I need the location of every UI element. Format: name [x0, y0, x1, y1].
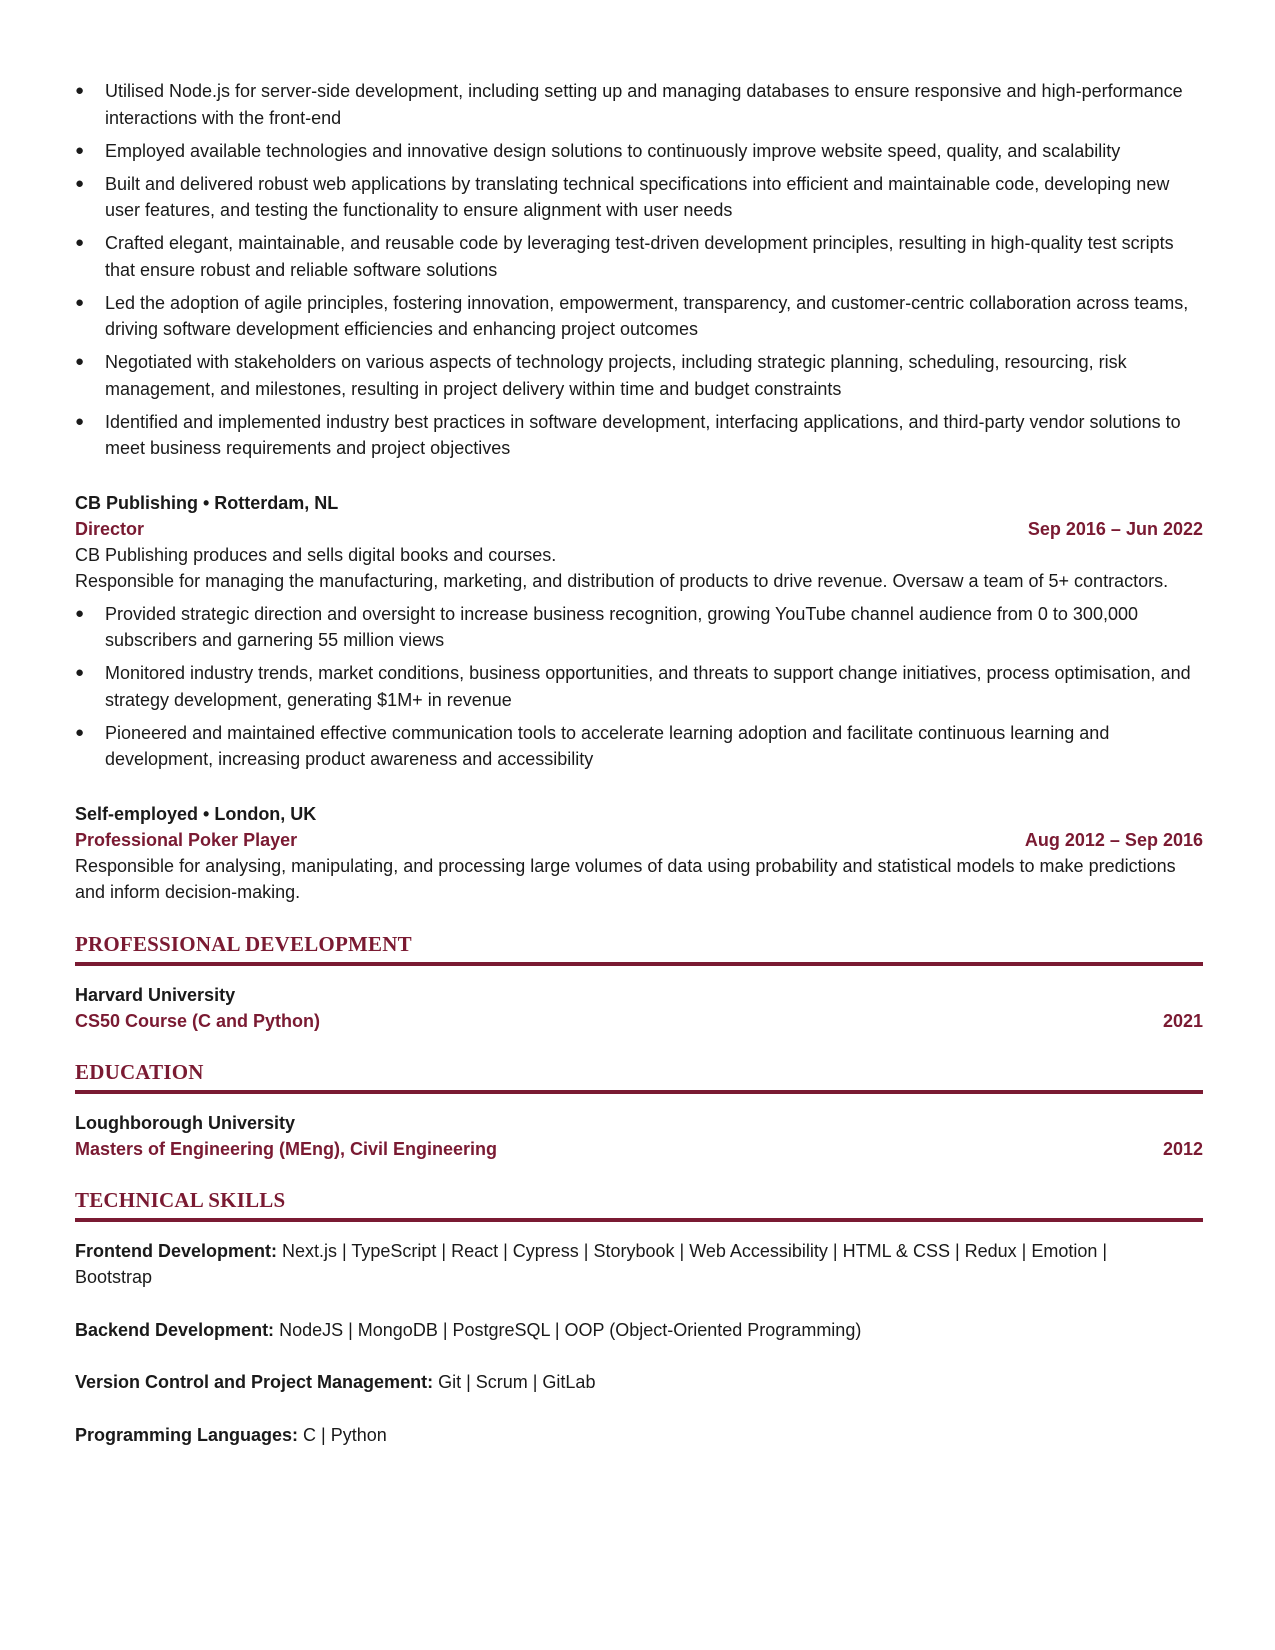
- education-entry: [75, 1110, 1203, 1162]
- job-bullets: [75, 601, 1203, 773]
- list-item: ● Led the adoption of agile principles, fostering innovation, empowerment, transparency, and customer-centric collaboration across teams, driving software development efficiencies and enhancing project outcomes: [75, 290, 1203, 343]
- skill-label: Backend Development:: [75, 1319, 275, 1340]
- bullet-icon: ●: [75, 412, 85, 430]
- list-item: ● Negotiated with stakeholders on various aspects of technology projects, including strategic planning, scheduling, resourcing, risk management, and milestones, resulting in project delivery within time and budget constraints: [75, 349, 1203, 402]
- skill-value: C | Python: [298, 1424, 387, 1445]
- professional-development-section: [75, 932, 1203, 1034]
- job-self-employed: [75, 801, 1203, 906]
- resume-page: [75, 78, 1203, 1474]
- institution-name: Loughborough University: [75, 1112, 295, 1133]
- role-description: Responsible for analysing, manipulating, and processing large volumes of data using probability and statistical models to make predictions and inform decision-making.: [75, 855, 1176, 902]
- bullet-icon: ●: [75, 664, 85, 681]
- technical-skills-section: [75, 1188, 1203, 1449]
- skill-value: Git | Scrum | GitLab: [433, 1372, 596, 1392]
- list-item: ● Monitored industry trends, market conditions, business opportunities, and threats to support change initiatives, process optimisation, and strategy development, generating $1M+ in revenue: [75, 660, 1203, 713]
- list-item: ● Provided strategic direction and oversight to increase business recognition, growing YouTube channel audience from 0 to 300,000 subscribers and garnering 55 million views: [75, 601, 1203, 654]
- list-item: ● Utilised Node.js for server-side development, including setting up and managing databases to ensure responsive and high-performance interactions with the front-end: [75, 78, 1203, 131]
- skill-line-languages: [75, 1422, 1155, 1449]
- list-item: ● Built and delivered robust web applications by translating technical specifications into efficient and maintainable code, developing new user features, and testing the functionality to ensure alignment with user needs: [75, 171, 1203, 224]
- degree-year: 2012: [1162, 1138, 1203, 1159]
- company-description: CB Publishing produces and sells digital books and courses.: [75, 544, 557, 565]
- list-item: ● Crafted elegant, maintainable, and reusable code by leveraging test-driven development principles, resulting in high-quality test scripts that ensure robust and reliable software solutions: [75, 230, 1203, 283]
- bullet-icon: ●: [75, 353, 85, 370]
- skill-label: Version Control and Project Management:: [75, 1372, 434, 1392]
- pd-entry: [75, 982, 1203, 1034]
- section-heading: EDUCATION: [75, 1060, 1203, 1094]
- degree-name: Masters of Engineering (MEng), Civil Engineering: [75, 1138, 498, 1159]
- institution-name: Harvard University: [75, 984, 236, 1005]
- bullet-icon: ●: [75, 174, 85, 192]
- job-cb-publishing: [75, 490, 1203, 773]
- job-title: Director: [75, 518, 145, 539]
- list-item: ● Pioneered and maintained effective communication tools to accelerate learning adoption and facilitate continuous learning and development, increasing product awareness and accessibility: [75, 720, 1203, 773]
- section-heading: TECHNICAL SKILLS: [75, 1188, 1203, 1222]
- list-item: ● Identified and implemented industry best practices in software development, interfacing applications, and third-party vendor solutions to meet business requirements and project objectives: [75, 409, 1203, 462]
- skill-label: Frontend Development:: [75, 1240, 278, 1261]
- bullet-icon: ●: [75, 604, 85, 622]
- bullet-icon: ●: [75, 293, 85, 311]
- role-row: [75, 516, 1203, 542]
- section-heading: PROFESSIONAL DEVELOPMENT: [75, 932, 1203, 966]
- list-item: ● Employed available technologies and innovative design solutions to continuously improve website speed, quality, and scalability: [75, 138, 1203, 165]
- course-row: [75, 1008, 1203, 1034]
- job-dates: Aug 2012 – Sep 2016: [1024, 829, 1203, 850]
- bullet-icon: ●: [75, 82, 85, 99]
- skill-line-version-control: [75, 1369, 1155, 1396]
- bullet-icon: ●: [75, 723, 85, 741]
- job-title: Professional Poker Player: [75, 829, 298, 850]
- degree-row: [75, 1136, 1203, 1162]
- skill-value: NodeJS | MongoDB | PostgreSQL | OOP (Object-Oriented Programming): [274, 1319, 862, 1340]
- job-dates: Sep 2016 – Jun 2022: [1027, 518, 1203, 539]
- bullet-icon: ●: [75, 234, 85, 251]
- role-row: [75, 827, 1203, 853]
- skill-label: Programming Languages:: [75, 1424, 299, 1445]
- skill-line-backend: [75, 1317, 1155, 1344]
- skills-list: [75, 1238, 1203, 1449]
- skill-line-frontend: [75, 1238, 1155, 1291]
- company-name: Self-employed • London, UK: [75, 803, 317, 824]
- role-description: Responsible for managing the manufacturing, marketing, and distribution of products to drive revenue. Oversaw a team of 5+ contractors.: [75, 571, 1169, 591]
- course-year: 2021: [1162, 1010, 1203, 1031]
- bullet-icon: ●: [75, 141, 85, 159]
- prior-role-bullets: [75, 78, 1203, 462]
- company-name: CB Publishing • Rotterdam, NL: [75, 492, 339, 513]
- course-name: CS50 Course (C and Python): [75, 1010, 321, 1031]
- education-section: [75, 1060, 1203, 1162]
- skill-value: Next.js | TypeScript | React | Cypress | Storybook | Web Accessibility | HTML & CSS | Redux | Emotion | Bootstrap: [75, 1240, 1108, 1287]
